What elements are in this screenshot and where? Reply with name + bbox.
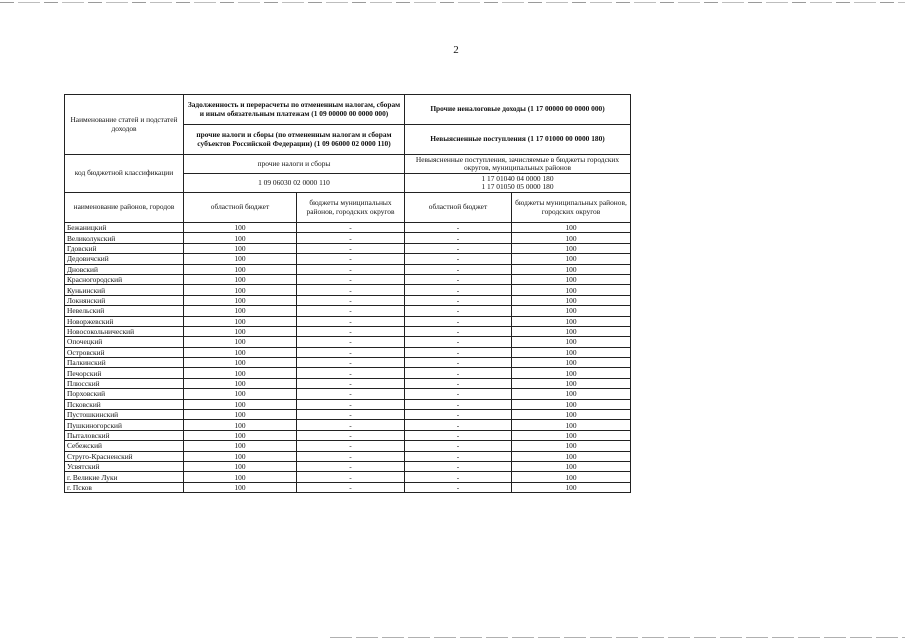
value-g2-regional: - xyxy=(405,316,512,326)
header-group2-title: Прочие неналоговые доходы (1 17 00000 00 0000 000) xyxy=(405,95,631,125)
value-g1-municipal: - xyxy=(297,326,405,336)
district-name: Псковский xyxy=(65,399,184,409)
value-g1-regional: 100 xyxy=(184,223,297,233)
value-g2-regional: - xyxy=(405,410,512,420)
value-g2-municipal: 100 xyxy=(512,368,631,378)
district-name: Гдовский xyxy=(65,243,184,253)
value-g1-regional: 100 xyxy=(184,410,297,420)
table-row xyxy=(65,358,631,368)
header-g2-municipal: бюджеты муниципальных районов, городских округов xyxy=(512,193,631,223)
value-g2-municipal: 100 xyxy=(512,274,631,284)
value-g2-regional: - xyxy=(405,274,512,284)
value-g2-municipal: 100 xyxy=(512,472,631,482)
value-g2-municipal: 100 xyxy=(512,264,631,274)
value-g1-municipal: - xyxy=(297,306,405,316)
table-row xyxy=(65,264,631,274)
value-g1-municipal: - xyxy=(297,451,405,461)
value-g2-regional: - xyxy=(405,254,512,264)
value-g1-regional: 100 xyxy=(184,378,297,388)
district-name: Палкинский xyxy=(65,358,184,368)
table-row xyxy=(65,430,631,440)
value-g1-regional: 100 xyxy=(184,285,297,295)
header-group1-code-name: прочие налоги и сборы xyxy=(184,155,405,174)
district-name: Локнянский xyxy=(65,295,184,305)
scan-edge-top xyxy=(0,2,905,3)
district-name: Себежский xyxy=(65,441,184,451)
value-g2-municipal: 100 xyxy=(512,389,631,399)
header-group1-title: Задолженность и перерасчеты по отмененным налогам, сборам и иным обязательным платежам (1 09 00000 00 0000 000) xyxy=(184,95,405,125)
header-group2-code-name: Невыясненные поступления, зачисляемые в бюджеты городских округов, муниципальных районов xyxy=(405,155,631,174)
value-g1-municipal: - xyxy=(297,461,405,471)
district-name: Пыталовский xyxy=(65,430,184,440)
district-name: Усвятский xyxy=(65,461,184,471)
district-name: Великолукский xyxy=(65,233,184,243)
district-name: Пушкиногорский xyxy=(65,420,184,430)
table-row xyxy=(65,472,631,482)
value-g2-municipal: 100 xyxy=(512,378,631,388)
value-g1-regional: 100 xyxy=(184,264,297,274)
value-g1-regional: 100 xyxy=(184,482,297,492)
table-row xyxy=(65,285,631,295)
header-group1-code: 1 09 06030 02 0000 110 xyxy=(184,174,405,193)
value-g1-municipal: - xyxy=(297,243,405,253)
value-g2-regional: - xyxy=(405,451,512,461)
district-name: Бежаницкий xyxy=(65,223,184,233)
value-g2-regional: - xyxy=(405,461,512,471)
table-row xyxy=(65,243,631,253)
district-name: г. Псков xyxy=(65,482,184,492)
value-g1-regional: 100 xyxy=(184,316,297,326)
table-row xyxy=(65,389,631,399)
header-group1-sub: прочие налоги и сборы (по отмененным налогам и сборам субъектов Российской Федерации) (1 09 06000 02 0000 110) xyxy=(184,125,405,155)
table-row xyxy=(65,274,631,284)
district-name: Дедовичский xyxy=(65,254,184,264)
value-g1-regional: 100 xyxy=(184,347,297,357)
value-g1-regional: 100 xyxy=(184,306,297,316)
value-g2-municipal: 100 xyxy=(512,441,631,451)
header-g2-regional: областной бюджет xyxy=(405,193,512,223)
value-g2-municipal: 100 xyxy=(512,254,631,264)
table-row xyxy=(65,347,631,357)
value-g2-municipal: 100 xyxy=(512,410,631,420)
table-row xyxy=(65,254,631,264)
value-g2-municipal: 100 xyxy=(512,399,631,409)
district-name: Опочецкий xyxy=(65,337,184,347)
value-g1-municipal: - xyxy=(297,358,405,368)
value-g1-municipal: - xyxy=(297,295,405,305)
district-name: Новоржевский xyxy=(65,316,184,326)
value-g2-regional: - xyxy=(405,295,512,305)
header-group2-code-2: 1 17 01050 05 0000 180 xyxy=(481,182,554,191)
value-g2-regional: - xyxy=(405,233,512,243)
value-g1-regional: 100 xyxy=(184,399,297,409)
table-row xyxy=(65,451,631,461)
district-name: Красногородский xyxy=(65,274,184,284)
value-g2-municipal: 100 xyxy=(512,316,631,326)
value-g2-regional: - xyxy=(405,264,512,274)
value-g2-regional: - xyxy=(405,306,512,316)
value-g2-regional: - xyxy=(405,472,512,482)
value-g1-municipal: - xyxy=(297,233,405,243)
value-g2-regional: - xyxy=(405,223,512,233)
value-g1-municipal: - xyxy=(297,254,405,264)
district-name: Пустошкинский xyxy=(65,410,184,420)
value-g1-regional: 100 xyxy=(184,337,297,347)
value-g2-regional: - xyxy=(405,482,512,492)
scan-edge-bottom xyxy=(330,637,905,638)
table-row xyxy=(65,410,631,420)
value-g2-municipal: 100 xyxy=(512,233,631,243)
header-code-label: код бюджетной классификации xyxy=(65,155,184,193)
value-g2-municipal: 100 xyxy=(512,420,631,430)
value-g1-regional: 100 xyxy=(184,461,297,471)
value-g2-regional: - xyxy=(405,368,512,378)
table-row xyxy=(65,399,631,409)
table-row xyxy=(65,306,631,316)
value-g1-municipal: - xyxy=(297,274,405,284)
value-g2-municipal: 100 xyxy=(512,430,631,440)
value-g1-municipal: - xyxy=(297,399,405,409)
value-g1-regional: 100 xyxy=(184,389,297,399)
table-row xyxy=(65,420,631,430)
district-name: Невельский xyxy=(65,306,184,316)
district-name: Дновский xyxy=(65,264,184,274)
value-g2-municipal: 100 xyxy=(512,461,631,471)
table-row xyxy=(65,441,631,451)
value-g1-municipal: - xyxy=(297,223,405,233)
value-g2-regional: - xyxy=(405,347,512,357)
value-g2-municipal: 100 xyxy=(512,243,631,253)
value-g2-regional: - xyxy=(405,378,512,388)
value-g2-municipal: 100 xyxy=(512,482,631,492)
table-row xyxy=(65,295,631,305)
value-g1-municipal: - xyxy=(297,378,405,388)
value-g2-municipal: 100 xyxy=(512,223,631,233)
value-g2-regional: - xyxy=(405,441,512,451)
page-number: 2 xyxy=(453,44,459,56)
value-g2-regional: - xyxy=(405,420,512,430)
value-g1-regional: 100 xyxy=(184,243,297,253)
value-g1-regional: 100 xyxy=(184,368,297,378)
value-g2-regional: - xyxy=(405,430,512,440)
district-name: г. Великие Луки xyxy=(65,472,184,482)
value-g1-municipal: - xyxy=(297,420,405,430)
value-g1-regional: 100 xyxy=(184,274,297,284)
table-row xyxy=(65,223,631,233)
value-g1-regional: 100 xyxy=(184,326,297,336)
value-g2-municipal: 100 xyxy=(512,326,631,336)
district-name: Плюсский xyxy=(65,378,184,388)
value-g2-municipal: 100 xyxy=(512,347,631,357)
value-g2-regional: - xyxy=(405,358,512,368)
value-g1-municipal: - xyxy=(297,368,405,378)
value-g2-municipal: 100 xyxy=(512,306,631,316)
value-g1-regional: 100 xyxy=(184,254,297,264)
table-row xyxy=(65,233,631,243)
table-row xyxy=(65,461,631,471)
value-g1-municipal: - xyxy=(297,264,405,274)
value-g2-regional: - xyxy=(405,243,512,253)
header-group2-code-1: 1 17 01040 04 0000 180 xyxy=(481,173,554,183)
value-g2-municipal: 100 xyxy=(512,295,631,305)
value-g1-regional: 100 xyxy=(184,358,297,368)
value-g1-regional: 100 xyxy=(184,472,297,482)
value-g2-regional: - xyxy=(405,389,512,399)
value-g2-regional: - xyxy=(405,285,512,295)
value-g2-municipal: 100 xyxy=(512,451,631,461)
header-districts-label: наименование районов, городов xyxy=(65,193,184,223)
table-row xyxy=(65,378,631,388)
value-g1-municipal: - xyxy=(297,472,405,482)
value-g2-municipal: 100 xyxy=(512,285,631,295)
table-row xyxy=(65,337,631,347)
value-g2-regional: - xyxy=(405,337,512,347)
value-g1-municipal: - xyxy=(297,347,405,357)
value-g1-municipal: - xyxy=(297,316,405,326)
district-name: Струго-Красненский xyxy=(65,451,184,461)
header-item-names: Наименование статей и подстатей доходов xyxy=(65,95,184,155)
value-g1-regional: 100 xyxy=(184,295,297,305)
value-g1-municipal: - xyxy=(297,441,405,451)
value-g1-regional: 100 xyxy=(184,430,297,440)
district-name: Печорский xyxy=(65,368,184,378)
district-name: Куньинский xyxy=(65,285,184,295)
value-g1-regional: 100 xyxy=(184,451,297,461)
revenue-distribution-table xyxy=(64,94,631,493)
value-g1-regional: 100 xyxy=(184,233,297,243)
district-name: Новосокольнический xyxy=(65,326,184,336)
value-g1-municipal: - xyxy=(297,389,405,399)
table-row xyxy=(65,368,631,378)
table-row xyxy=(65,482,631,492)
value-g1-municipal: - xyxy=(297,482,405,492)
value-g1-municipal: - xyxy=(297,410,405,420)
value-g2-regional: - xyxy=(405,326,512,336)
header-g1-regional: областной бюджет xyxy=(184,193,297,223)
header-group2-codes xyxy=(405,174,631,193)
value-g2-municipal: 100 xyxy=(512,337,631,347)
value-g2-regional: - xyxy=(405,399,512,409)
value-g1-regional: 100 xyxy=(184,420,297,430)
value-g1-regional: 100 xyxy=(184,441,297,451)
value-g1-municipal: - xyxy=(297,337,405,347)
district-name: Порховский xyxy=(65,389,184,399)
header-g1-municipal: бюджеты муниципальных районов, городских округов xyxy=(297,193,405,223)
table-row xyxy=(65,316,631,326)
table-row xyxy=(65,326,631,336)
district-name: Островский xyxy=(65,347,184,357)
value-g1-municipal: - xyxy=(297,285,405,295)
value-g2-municipal: 100 xyxy=(512,358,631,368)
header-group2-sub: Невыясненные поступления (1 17 01000 00 0000 180) xyxy=(405,125,631,155)
table-body xyxy=(65,95,631,493)
value-g1-municipal: - xyxy=(297,430,405,440)
